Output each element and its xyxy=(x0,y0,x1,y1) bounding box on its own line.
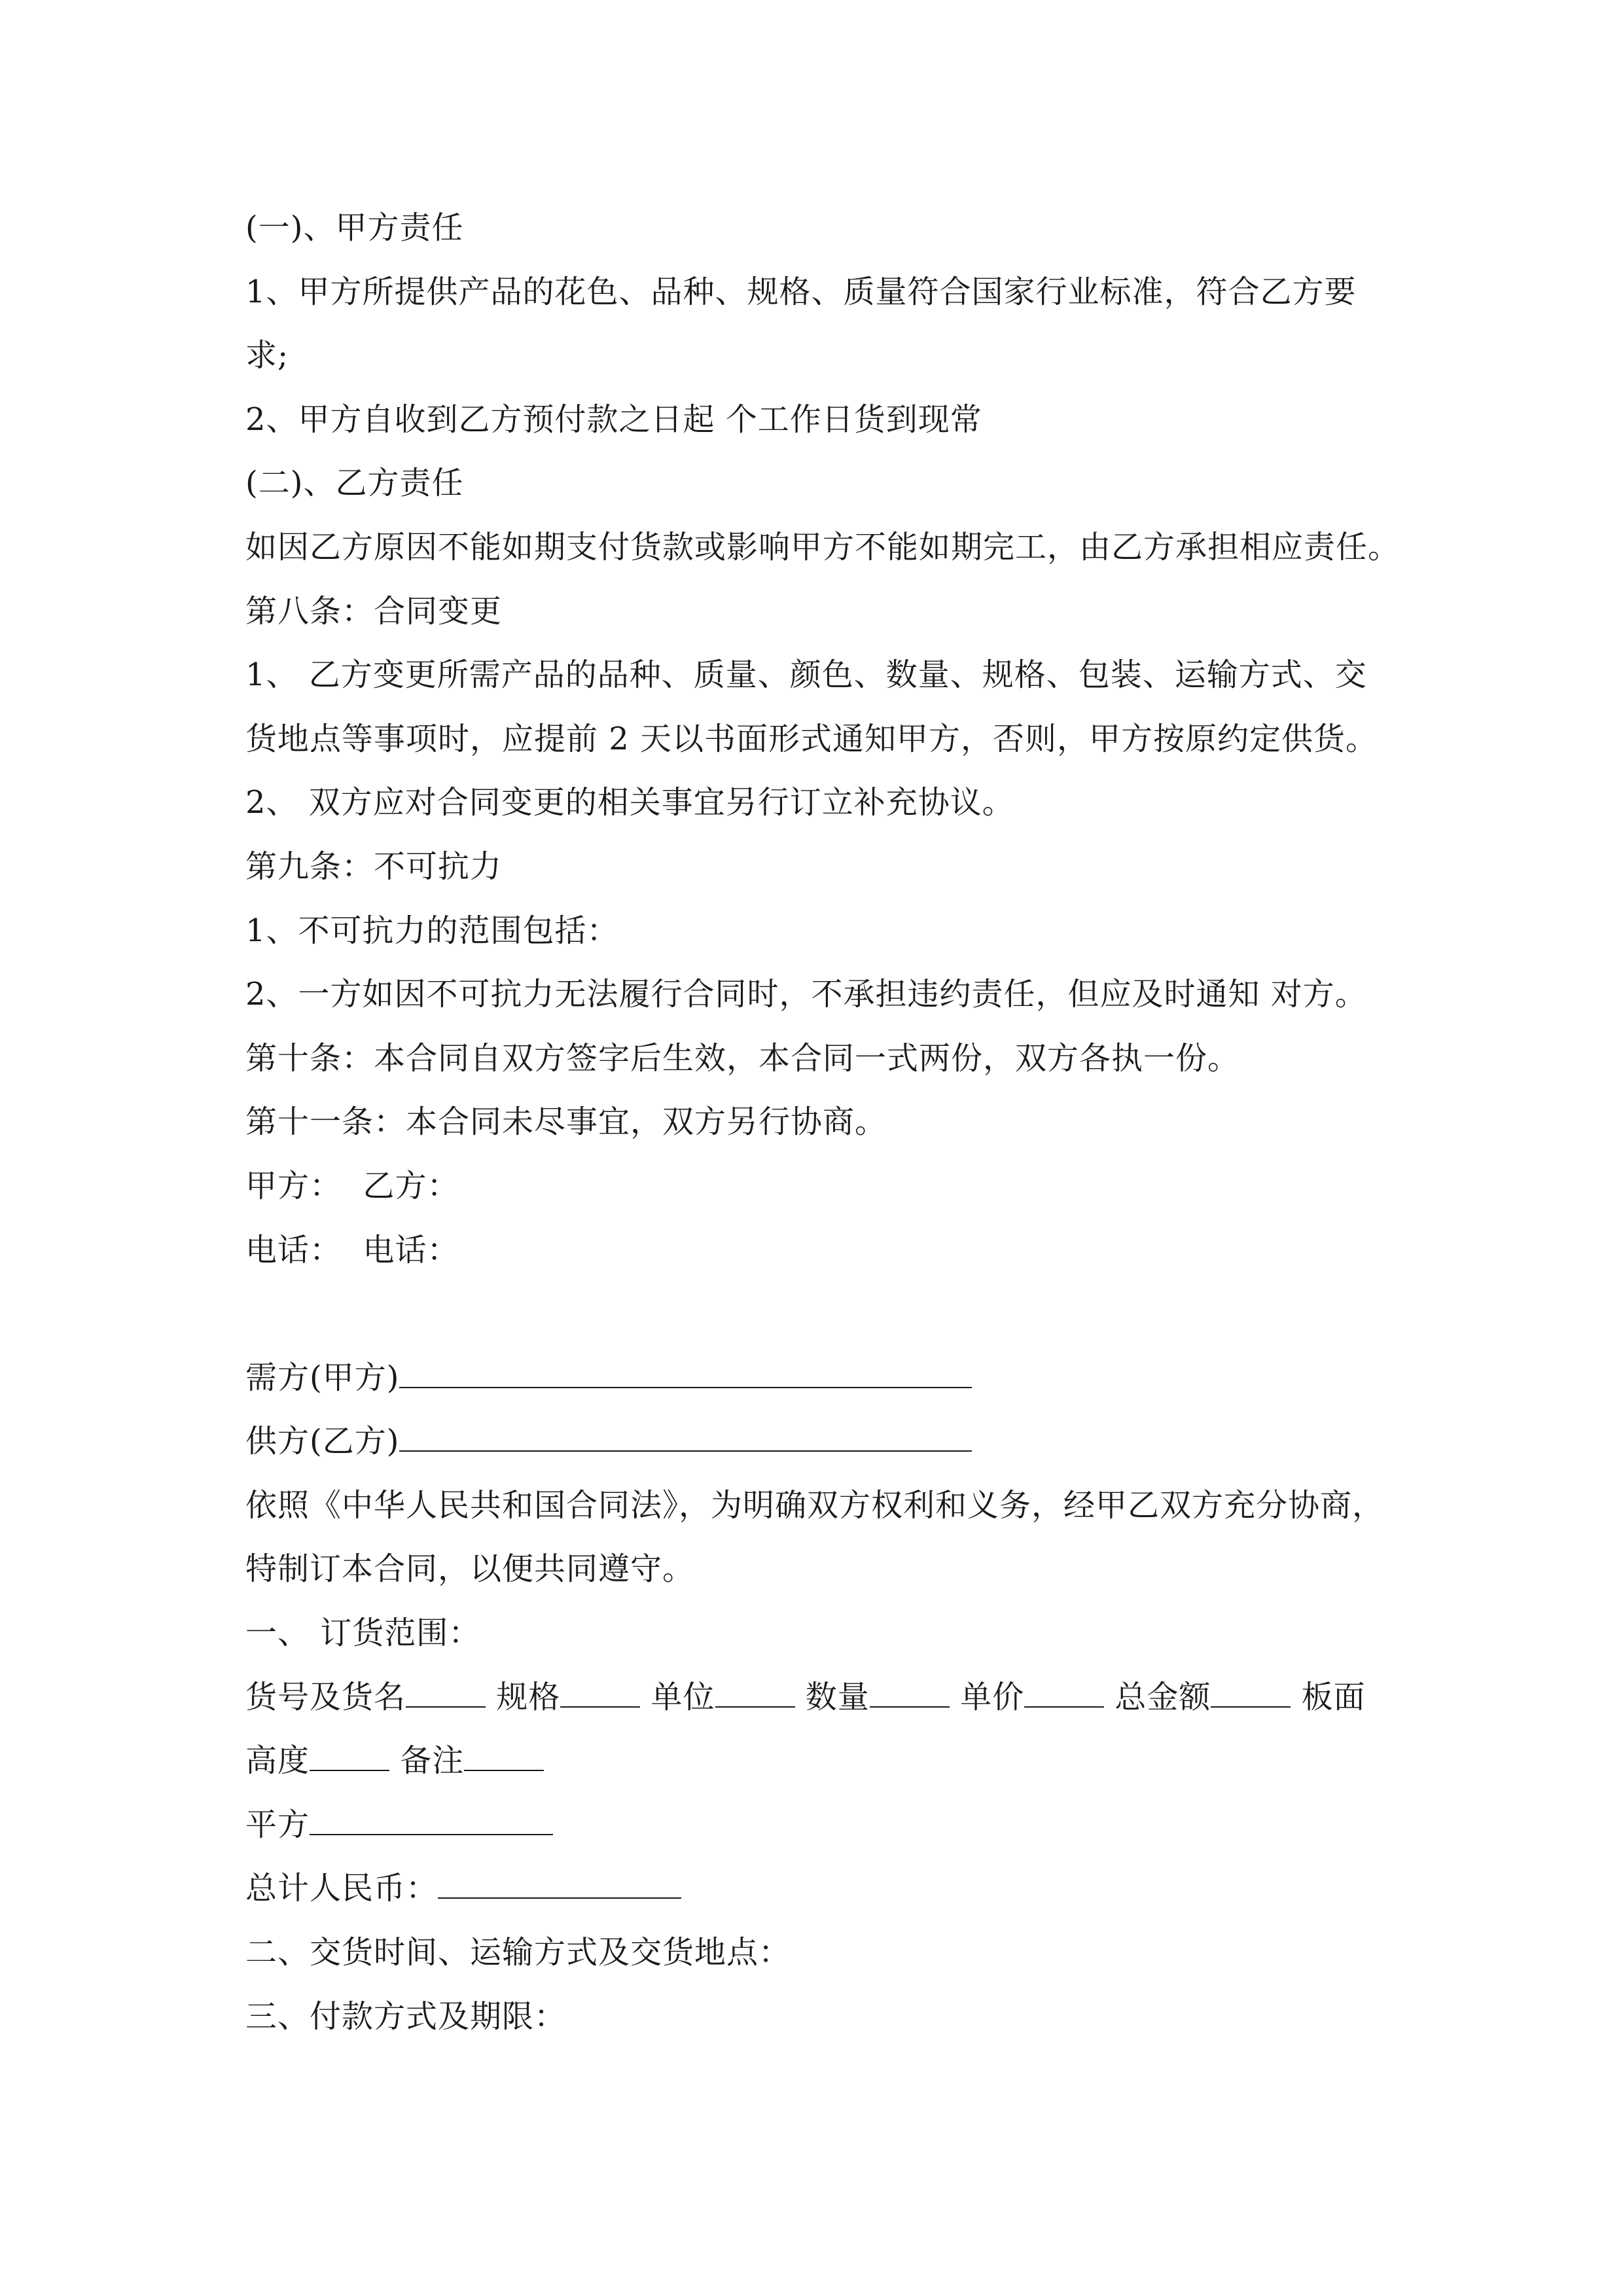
field-label-item: 货号及货名 xyxy=(245,1678,406,1715)
clause-line: 如因乙方原因不能如期支付货款或影响甲方不能如期完工，由乙方承担相应责任。 xyxy=(245,528,1400,565)
section-party-b-duty: (二)、乙方责任 xyxy=(245,465,464,502)
clause-line: 2、一方如因不可抗力无法履行合同时，不承担违约责任，但应及时通知 对方。 xyxy=(245,976,1367,1013)
buyer-line xyxy=(245,1346,1423,1410)
section-payment: 三、付款方式及期限： xyxy=(245,1998,567,2035)
field-blank[interactable] xyxy=(1211,1680,1291,1708)
order-fields-row xyxy=(245,1666,1423,1730)
field-label-board: 板面 xyxy=(1291,1678,1366,1715)
field-blank[interactable] xyxy=(310,1744,389,1771)
clause-line: 1、 乙方变更所需产品的品种、质量、颜色、数量、规格、包装、运输方式、交 xyxy=(245,656,1367,694)
article-heading: 第十一条：本合同未尽事宜，双方另行协商。 xyxy=(245,1103,887,1141)
seller-label: 供方(乙方) xyxy=(245,1423,400,1460)
field-blank[interactable] xyxy=(560,1680,640,1708)
signature-phones: 电话： 电话： xyxy=(245,1231,459,1268)
clause-line: 求; xyxy=(245,337,289,374)
field-blank[interactable] xyxy=(870,1680,950,1708)
field-blank[interactable] xyxy=(1024,1680,1104,1708)
buyer-blank[interactable] xyxy=(399,1361,972,1388)
article-heading: 第九条：不可抗力 xyxy=(245,848,503,885)
section-delivery: 二、交货时间、运输方式及交货地点： xyxy=(245,1934,791,1971)
field-label-height: 高度 xyxy=(245,1742,310,1780)
preamble-line: 特制订本合同，以便共同遵守。 xyxy=(245,1551,695,1588)
field-label-unit: 单位 xyxy=(640,1678,715,1715)
section-party-a-duty: (一)、甲方责任 xyxy=(245,209,464,246)
contract-page xyxy=(245,196,1423,2049)
article-heading: 第十条：本合同自双方签字后生效，本合同一式两份，双方各执一份。 xyxy=(245,1039,1240,1077)
clause-line: 2、甲方自收到乙方预付款之日起 个工作日货到现常 xyxy=(245,401,982,438)
clause-line: 1、甲方所提供产品的花色、品种、规格、质量符合国家行业标准，符合乙方要 xyxy=(245,273,1357,310)
seller-blank[interactable] xyxy=(399,1424,972,1452)
seller-line xyxy=(245,1410,1423,1474)
field-label-price: 单价 xyxy=(949,1678,1025,1715)
order-fields-row xyxy=(245,1729,1423,1793)
field-blank[interactable] xyxy=(715,1680,795,1708)
area-row xyxy=(245,1793,1423,1857)
buyer-label: 需方(甲方) xyxy=(245,1359,400,1396)
field-blank[interactable] xyxy=(406,1680,486,1708)
total-blank[interactable] xyxy=(438,1871,681,1899)
total-label: 总计人民币： xyxy=(245,1870,438,1907)
field-label-amount: 总金额 xyxy=(1104,1678,1211,1715)
area-label: 平方 xyxy=(245,1806,310,1843)
clause-line: 货地点等事项时，应提前 2 天以书面形式通知甲方，否则，甲方按原约定供货。 xyxy=(245,720,1378,757)
clause-line: 1、不可抗力的范围包括： xyxy=(245,912,619,949)
area-blank[interactable] xyxy=(310,1808,553,1835)
signature-parties: 甲方： 乙方： xyxy=(245,1167,459,1204)
clause-line: 2、 双方应对合同变更的相关事宜另行订立补充协议。 xyxy=(245,784,1014,821)
section-order-scope: 一、 订货范围： xyxy=(245,1615,481,1652)
spacer xyxy=(245,1282,1423,1346)
total-row xyxy=(245,1857,1423,1921)
field-label-spec: 规格 xyxy=(486,1678,561,1715)
field-blank[interactable] xyxy=(464,1744,544,1771)
article-heading: 第八条：合同变更 xyxy=(245,592,503,630)
preamble-line: 依照《中华人民共和国合同法》，为明确双方权利和义务，经甲乙双方充分协商， xyxy=(245,1486,1385,1524)
field-label-note: 备注 xyxy=(389,1742,465,1780)
field-label-qty: 数量 xyxy=(794,1678,870,1715)
